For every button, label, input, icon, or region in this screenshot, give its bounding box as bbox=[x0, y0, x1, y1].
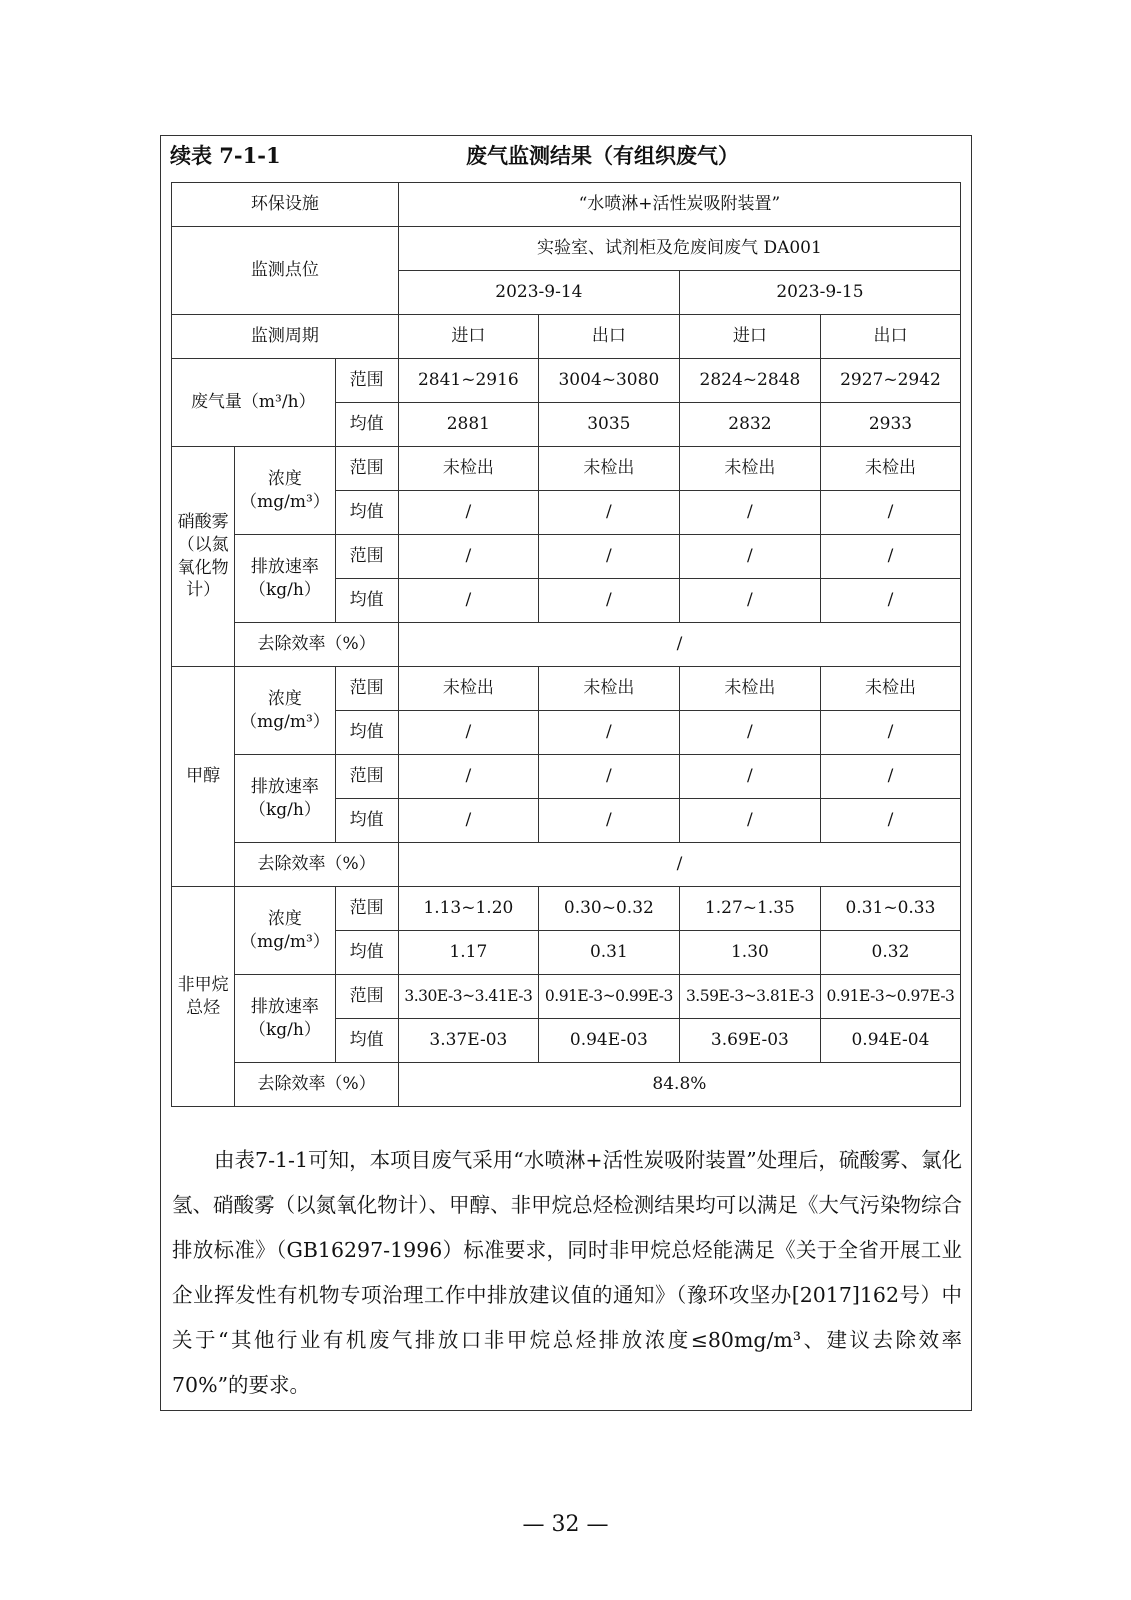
nmhc-eff-label: 去除效率（%） bbox=[235, 1063, 399, 1107]
table-row bbox=[172, 623, 961, 667]
table-row bbox=[172, 227, 961, 271]
table-cell: / bbox=[679, 799, 820, 843]
nitric-eff-label: 去除效率（%） bbox=[235, 623, 399, 667]
table-row bbox=[172, 887, 961, 931]
table-cell: 未检出 bbox=[679, 667, 820, 711]
mean-label: 均值 bbox=[335, 799, 398, 843]
table-row bbox=[172, 843, 961, 887]
table-cell: 未检出 bbox=[679, 447, 820, 491]
table-cell: 3.59E-3~3.81E-3 bbox=[679, 975, 820, 1019]
table-cell: 2832 bbox=[679, 403, 820, 447]
table-cell: 1.30 bbox=[679, 931, 820, 975]
table-title: 废气监测结果（有组织废气） bbox=[466, 143, 739, 168]
table-cell: / bbox=[679, 755, 820, 799]
table-cell: / bbox=[538, 755, 679, 799]
cycle-col: 出口 bbox=[820, 315, 960, 359]
flow-label: 废气量（m³/h） bbox=[172, 359, 336, 447]
table-cell: 未检出 bbox=[820, 447, 960, 491]
mean-label: 均值 bbox=[335, 711, 398, 755]
nitric-label: 硝酸雾（以氮氧化物计） bbox=[172, 447, 235, 667]
range-label: 范围 bbox=[335, 975, 398, 1019]
nmhc-rate-label: 排放速率（kg/h） bbox=[235, 975, 335, 1063]
table-cell: 未检出 bbox=[538, 447, 679, 491]
table-cell: / bbox=[538, 711, 679, 755]
range-label: 范围 bbox=[335, 447, 398, 491]
cycle-col: 出口 bbox=[538, 315, 679, 359]
table-row bbox=[172, 315, 961, 359]
table-cell: / bbox=[398, 579, 538, 623]
methanol-conc-label: 浓度（mg/m³） bbox=[235, 667, 335, 755]
paragraph-text: 由表7-1-1可知，本项目废气采用“水喷淋+活性炭吸附装置”处理后，硫酸雾、氯化氢、硝酸雾（以氮氧化物计）、甲醇、非甲烷总烃检测结果均可以满足《大气污染物综合排放标准》（GB16297-1996）标准要求，同时非甲烷总烃能满足《关于全省开展工业企业挥发性有机物专项治理工作中排放建议值的通知》（豫环攻坚办[2017]162号）中关于“其他行业有机废气排放口非甲烷总烃排放浓度≤80mg/m³、建议去除效率70%”的要求。 bbox=[172, 1148, 962, 1397]
table-cell: / bbox=[820, 755, 960, 799]
table-row bbox=[172, 183, 961, 227]
table-row bbox=[172, 1063, 961, 1107]
cycle-col: 进口 bbox=[398, 315, 538, 359]
table-cell: / bbox=[820, 491, 960, 535]
table-cell: 0.32 bbox=[820, 931, 960, 975]
table-cell: / bbox=[398, 491, 538, 535]
table-cell: / bbox=[398, 755, 538, 799]
table-cell: 未检出 bbox=[820, 667, 960, 711]
range-label: 范围 bbox=[335, 535, 398, 579]
table-cell: / bbox=[538, 491, 679, 535]
table-cell: 0.31 bbox=[538, 931, 679, 975]
table-cell: / bbox=[820, 711, 960, 755]
table-cell: / bbox=[820, 799, 960, 843]
table-cell: 0.31~0.33 bbox=[820, 887, 960, 931]
mean-label: 均值 bbox=[335, 931, 398, 975]
table-cell: 2841~2916 bbox=[398, 359, 538, 403]
mean-label: 均值 bbox=[335, 1019, 398, 1063]
table-cell: 未检出 bbox=[398, 447, 538, 491]
table-cell: / bbox=[679, 579, 820, 623]
table-cell: 2881 bbox=[398, 403, 538, 447]
table-row bbox=[172, 447, 961, 491]
methanol-eff-label: 去除效率（%） bbox=[235, 843, 399, 887]
table-cell: 2933 bbox=[820, 403, 960, 447]
table-cell: / bbox=[398, 535, 538, 579]
table-cell: 未检出 bbox=[398, 667, 538, 711]
table-cell: 0.91E-3~0.99E-3 bbox=[538, 975, 679, 1019]
nmhc-label: 非甲烷总烃 bbox=[172, 887, 235, 1107]
facility-label: 环保设施 bbox=[172, 183, 399, 227]
mean-label: 均值 bbox=[335, 579, 398, 623]
range-label: 范围 bbox=[335, 887, 398, 931]
point-value: 实验室、试剂柜及危废间废气 DA001 bbox=[398, 227, 960, 271]
table-cell: 0.30~0.32 bbox=[538, 887, 679, 931]
table-row bbox=[172, 359, 961, 403]
facility-value: “水喷淋+活性炭吸附装置” bbox=[398, 183, 960, 227]
table-cell: 0.94E-03 bbox=[538, 1019, 679, 1063]
table-cell: / bbox=[538, 799, 679, 843]
table-cell: 3.30E-3~3.41E-3 bbox=[398, 975, 538, 1019]
table-cell: 3035 bbox=[538, 403, 679, 447]
methanol-eff-value: / bbox=[398, 843, 960, 887]
table-cell: 2824~2848 bbox=[679, 359, 820, 403]
date-1: 2023-9-14 bbox=[398, 271, 679, 315]
range-label: 范围 bbox=[335, 667, 398, 711]
table-cell: 3004~3080 bbox=[538, 359, 679, 403]
table-cell: 1.17 bbox=[398, 931, 538, 975]
date-2: 2023-9-15 bbox=[679, 271, 960, 315]
nitric-eff-value: / bbox=[398, 623, 960, 667]
nmhc-eff-value: 84.8% bbox=[398, 1063, 960, 1107]
table-cell: / bbox=[538, 579, 679, 623]
conclusion-paragraph bbox=[172, 1138, 962, 1408]
table-row bbox=[172, 535, 961, 579]
table-row bbox=[172, 975, 961, 1019]
table-cell: / bbox=[679, 491, 820, 535]
cycle-label: 监测周期 bbox=[172, 315, 399, 359]
methanol-label: 甲醇 bbox=[172, 667, 235, 887]
table-cell: 0.94E-04 bbox=[820, 1019, 960, 1063]
table-cell: / bbox=[398, 711, 538, 755]
mean-label: 均值 bbox=[335, 403, 398, 447]
table-cell: 3.69E-03 bbox=[679, 1019, 820, 1063]
table-number: 续表 7-1-1 bbox=[170, 143, 281, 168]
table-cell: / bbox=[679, 711, 820, 755]
nitric-rate-label: 排放速率（kg/h） bbox=[235, 535, 335, 623]
table-cell: / bbox=[820, 535, 960, 579]
page-number: — 32 — bbox=[522, 1512, 609, 1537]
table-cell: 未检出 bbox=[538, 667, 679, 711]
table-cell: 0.91E-3~0.97E-3 bbox=[820, 975, 960, 1019]
point-label: 监测点位 bbox=[172, 227, 399, 315]
table-cell: 3.37E-03 bbox=[398, 1019, 538, 1063]
table-cell: 2927~2942 bbox=[820, 359, 960, 403]
monitoring-table bbox=[171, 182, 961, 1107]
table-row bbox=[172, 755, 961, 799]
range-label: 范围 bbox=[335, 755, 398, 799]
table-cell: / bbox=[679, 535, 820, 579]
table-cell: 1.27~1.35 bbox=[679, 887, 820, 931]
mean-label: 均值 bbox=[335, 491, 398, 535]
table-row bbox=[172, 667, 961, 711]
cycle-col: 进口 bbox=[679, 315, 820, 359]
nitric-conc-label: 浓度（mg/m³） bbox=[235, 447, 335, 535]
range-label: 范围 bbox=[335, 359, 398, 403]
table-cell: / bbox=[538, 535, 679, 579]
methanol-rate-label: 排放速率（kg/h） bbox=[235, 755, 335, 843]
table-cell: 1.13~1.20 bbox=[398, 887, 538, 931]
nmhc-conc-label: 浓度（mg/m³） bbox=[235, 887, 335, 975]
table-caption bbox=[170, 140, 970, 176]
table-cell: / bbox=[398, 799, 538, 843]
table-cell: / bbox=[820, 579, 960, 623]
